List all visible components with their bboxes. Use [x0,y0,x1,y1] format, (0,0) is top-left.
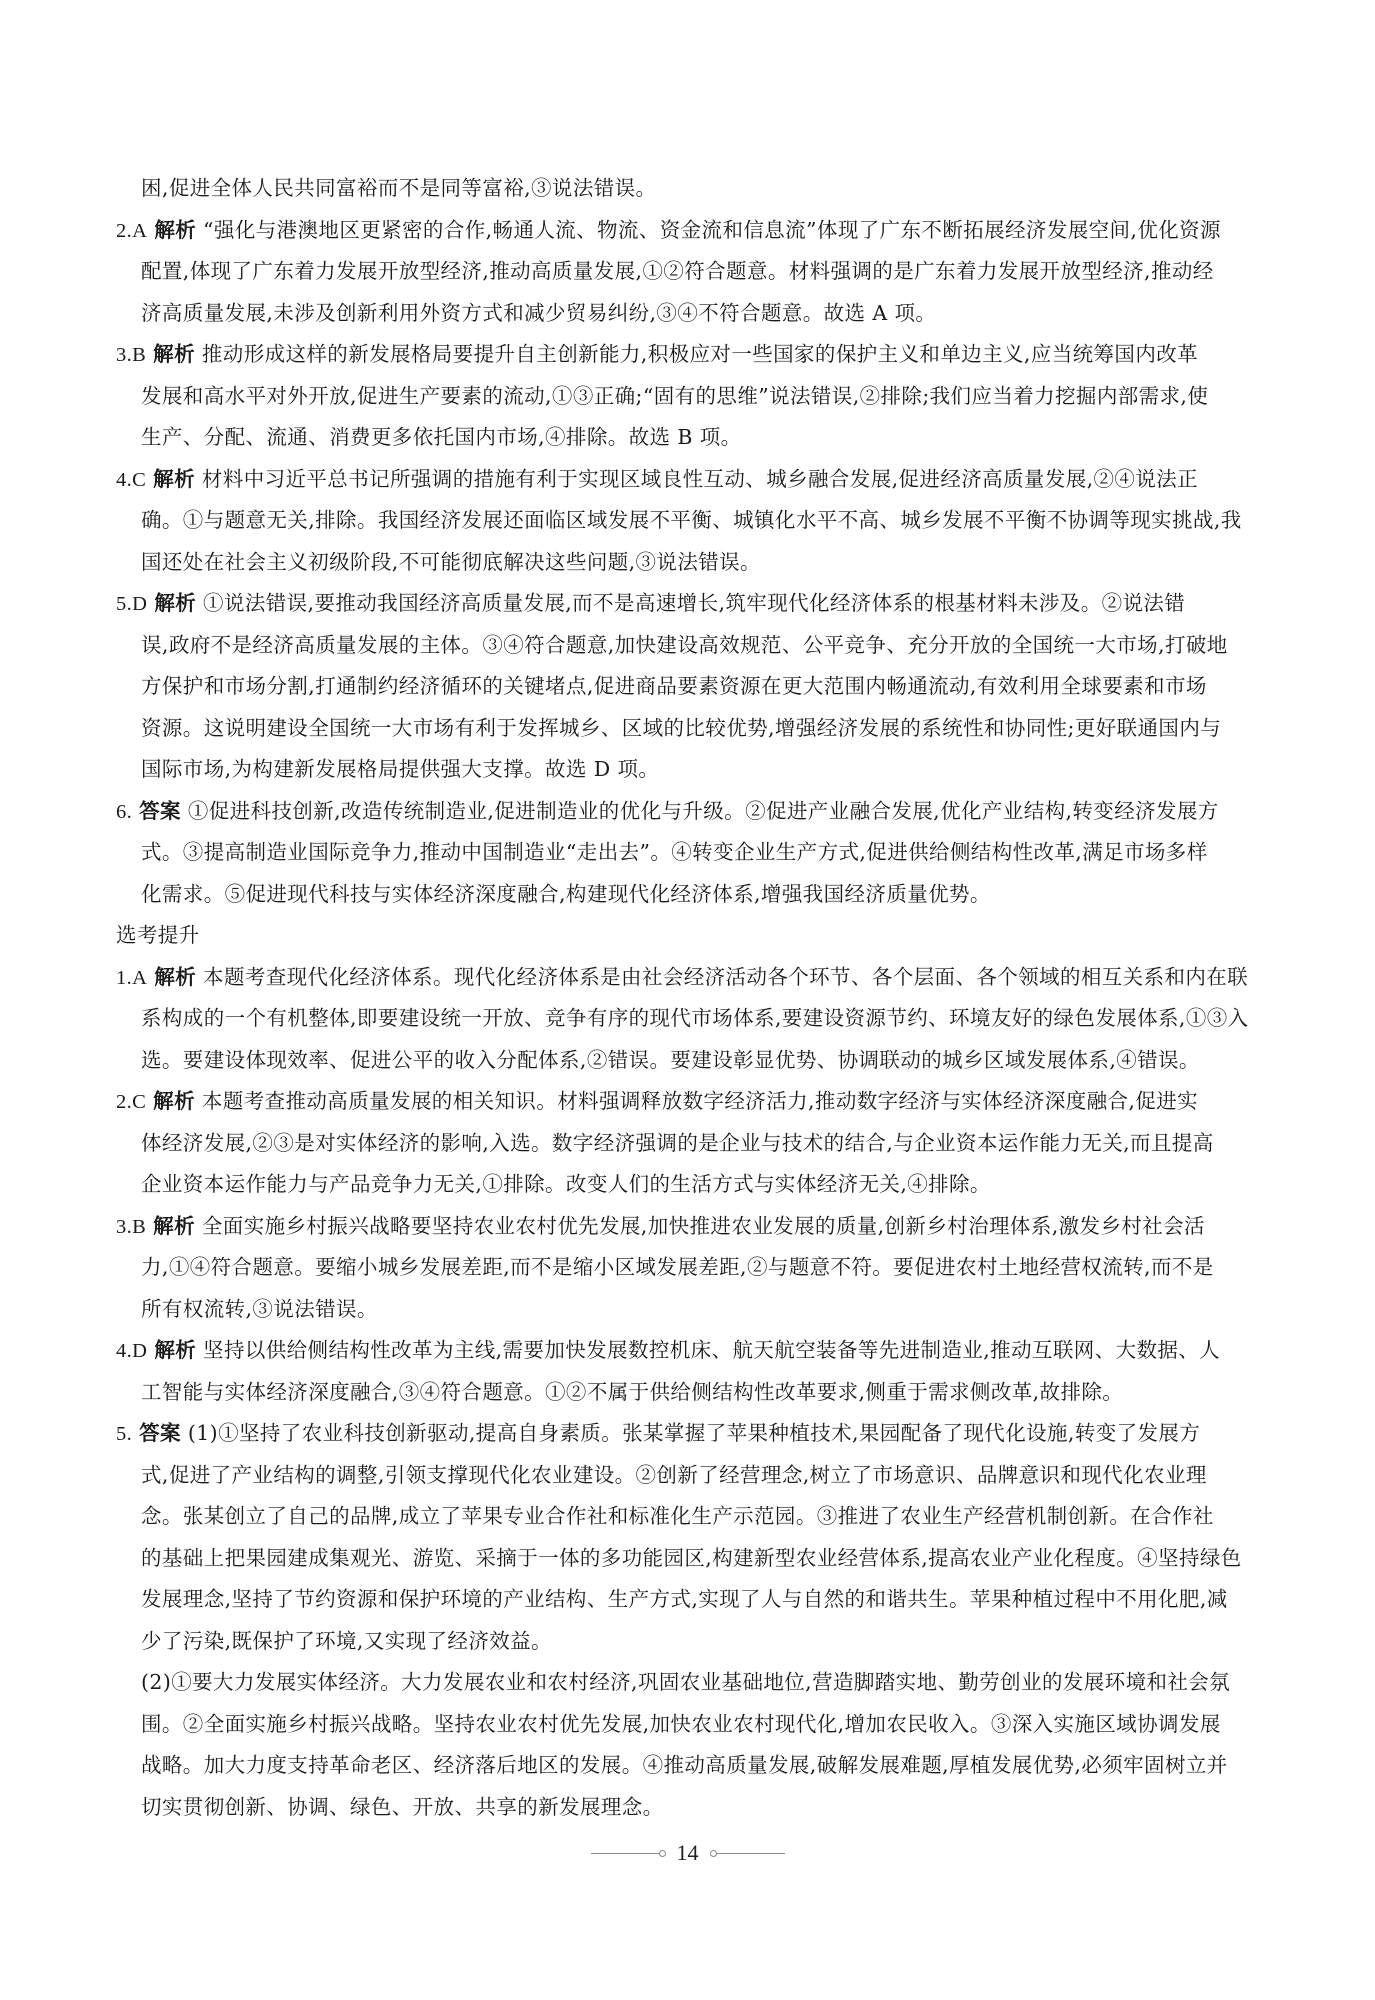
footer-rule-right [713,1853,785,1854]
text-line: 济高质量发展,未涉及创新利用外资方式和减少贸易纠纷,③④不符合题意。故选 A 项。 [141,300,937,325]
answer-item-first-line [116,1206,1256,1248]
text-line: 工智能与实体经济深度融合,③④符合题意。①②不属于供给侧结构性改革要求,侧重于需求侧改革,故排除。 [141,1379,1124,1404]
text-line: 发展和高水平对外开放,促进生产要素的流动,①③正确;“固有的思维”说法错误,②排除;我们应当着力挖掘内部需求,使 [141,383,1209,408]
analysis-label: 解析 [154,964,197,989]
analysis-label: 解析 [154,217,197,242]
text-line: 资源。这说明建设全国统一大市场有利于发挥城乡、区域的比较优势,增强经济发展的系统性和协同性;更好联通国内与 [141,715,1222,740]
text-line: 化需求。⑤促进现代科技与实体经济深度融合,构建现代化经济体系,增强我国经济质量优势。 [141,881,991,906]
section-heading: 选考提升 [116,923,200,947]
item-text: ①说法错误,要推动我国经济高质量发展,而不是高速增长,筑牢现代化经济体系的根基材料未涉及。②说法错 [203,591,1186,615]
text-line: 式,促进了产业结构的调整,引领支撑现代化农业建设。②创新了经营理念,树立了市场意识、品牌意识和现代化农业理 [141,1462,1207,1487]
text-line: 念。张某创立了自己的品牌,成立了苹果专业合作社和标准化生产示范园。③推进了农业生产经营机制创新。在合作社 [141,1504,1214,1528]
text-line: 战略。加大力度支持革命老区、经济落后地区的发展。④推动高质量发展,破解发展难题,厚植发展优势,必须牢固树立并 [141,1753,1228,1777]
text-line: 生产、分配、流通、消费更多依托国内市场,④排除。故选 B 项。 [141,425,742,449]
item-number: 2.A [116,219,148,242]
text-line: 国还处在社会主义初级阶段,不可能彻底解决这些问题,③说法错误。 [141,549,761,574]
item-text: “强化与港澳地区更紧密的合作,畅通人流、物流、资金流和信息流”体现了广东不断拓展经济发展空间,优化资源 [203,217,1221,242]
item-text: ①促进科技创新,改造传统制造业,促进制造业的优化与升级。②促进产业融合发展,优化产业结构,转变经济发展方 [187,798,1219,823]
answer-item-first-line [116,791,1256,833]
item-number: 3.B [116,1215,147,1238]
item-number: 4.D [116,1340,148,1362]
item-number: 4.C [116,468,147,491]
answer-item-first-line [116,957,1256,999]
analysis-label: 解析 [153,1089,195,1113]
item-text: (1)①坚持了农业科技创新驱动,提高自身素质。张某掌握了苹果种植技术,果园配备了现代化设施,转变了发展方 [187,1421,1201,1445]
item-text: 材料中习近平总书记所强调的措施有利于实现区域良性互动、城乡融合发展,促进经济高质量发展,②④说法正 [201,466,1199,491]
text-line: 配置,体现了广东着力发展开放型经济,推动高质量发展,①②符合题意。材料强调的是广东着力发展开放型经济,推动经 [141,259,1214,283]
analysis-label: 解析 [153,1213,195,1238]
answer-item-first-line [116,1413,1256,1455]
text-line: 方保护和市场分割,打通制约经济循环的关键堵点,促进商品要素资源在更大范围内畅通流动,有效利用全球要素和市场 [141,674,1207,698]
answer-item-first-line [116,583,1256,625]
item-text: 推动形成这样的新发展格局要提升自主创新能力,积极应对一些国家的保护主义和单边主义,应当统筹国内改革 [201,342,1199,366]
answer-item-first-line [116,334,1256,376]
text-line: 的基础上把果园建成集观光、游览、采摘于一体的多功能园区,构建新型农业经营体系,提高农业产业化程度。④坚持绿色 [141,1545,1242,1570]
answer-text-body [116,168,1256,1828]
item-text: 本题考查现代化经济体系。现代化经济体系是由社会经济活动各个环节、各个层面、各个领域的相互关系和内在联 [203,964,1249,989]
item-text: 坚持以供给侧结构性改革为主线,需要加快发展数控机床、航天航空装备等先进制造业,推动互联网、大数据、人 [203,1338,1221,1362]
item-number: 1.A [116,966,148,989]
item-number: 5. [116,1423,133,1445]
answer-item-first-line [116,459,1256,501]
text-line: 系构成的一个有机整体,即要建设统一开放、竞争有序的现代市场体系,要建设资源节约、环境友好的绿色发展体系,①③入 [141,1006,1249,1030]
item-number: 3.B [116,344,147,366]
text-line: 困,促进全体人民共同富裕而不是同等富裕,③说法错误。 [141,176,657,200]
answer-label: 答案 [139,798,181,823]
answer-item-first-line [116,1081,1256,1123]
text-line: 发展理念,坚持了节约资源和保护环境的产业结构、生产方式,实现了人与自然的和谐共生。苹果种植过程中不用化肥,减 [141,1587,1228,1611]
item-text: 全面实施乡村振兴战略要坚持农业农村优先发展,加快推进农业发展的质量,创新乡村治理体系,激发乡村社会活 [201,1213,1205,1238]
text-line: 围。②全面实施乡村振兴战略。坚持农业农村优先发展,加快农业农村现代化,增加农民收入。③深入实施区域协调发展 [141,1711,1221,1736]
page-footer [0,1838,1375,1868]
answer-item-first-line [116,210,1256,252]
item-number: 5.D [116,593,148,615]
text-line: 式。③提高制造业国际竞争力,推动中国制造业“走出去”。④转变企业生产方式,促进供给侧结构性改革,满足市场多样 [141,840,1208,864]
text-line: 切实贯彻创新、协调、绿色、开放、共享的新发展理念。 [141,1794,664,1819]
footer-rule-left [591,1853,663,1854]
text-line: 选。要建设体现效率、促进公平的收入分配体系,②错误。要建设彰显优势、协调联动的城乡区域发展体系,④错误。 [141,1047,1200,1072]
text-line: 体经济发展,②③是对实体经济的影响,入选。数字经济强调的是企业与技术的结合,与企业资本运作能力无关,而且提高 [141,1130,1214,1155]
item-text: 本题考查推动高质量发展的相关知识。材料强调释放数字经济活力,推动数字经济与实体经济深度融合,促进实 [201,1089,1199,1113]
text-line: 所有权流转,③说法错误。 [141,1296,378,1321]
text-line: 企业资本运作能力与产品竞争力无关,①排除。改变人们的生活方式与实体经济无关,④排除。 [141,1172,991,1196]
text-line: 误,政府不是经济高质量发展的主体。③④符合题意,加快建设高效规范、公平竞争、充分开放的全国统一大市场,打破地 [141,632,1228,657]
page-number: 14 [676,1840,699,1865]
text-line: 力,①④符合题意。要缩小城乡发展差距,而不是缩小区域发展差距,②与题意不符。要促进农村土地经营权流转,而不是 [141,1255,1214,1279]
text-line: (2)①要大力发展实体经济。大力发展农业和农村经济,巩固农业基础地位,营造脚踏实地、勤劳创业的发展环境和社会氛 [141,1670,1231,1694]
analysis-label: 解析 [154,591,197,615]
analysis-label: 解析 [153,466,195,491]
text-line: 国际市场,为构建新发展格局提供强大支撑。故选 D 项。 [141,757,660,781]
item-number: 2.C [116,1091,147,1113]
answer-item-first-line [116,1330,1256,1372]
text-line: 少了污染,既保护了环境,又实现了经济效益。 [141,1628,552,1653]
analysis-label: 解析 [154,1338,197,1362]
analysis-label: 解析 [153,342,195,366]
answer-label: 答案 [139,1421,181,1445]
text-line: 确。①与题意无关,排除。我国经济发展还面临区域发展不平衡、城镇化水平不高、城乡发展不平衡不协调等现实挑战,我 [141,508,1242,532]
item-number: 6. [116,800,133,823]
